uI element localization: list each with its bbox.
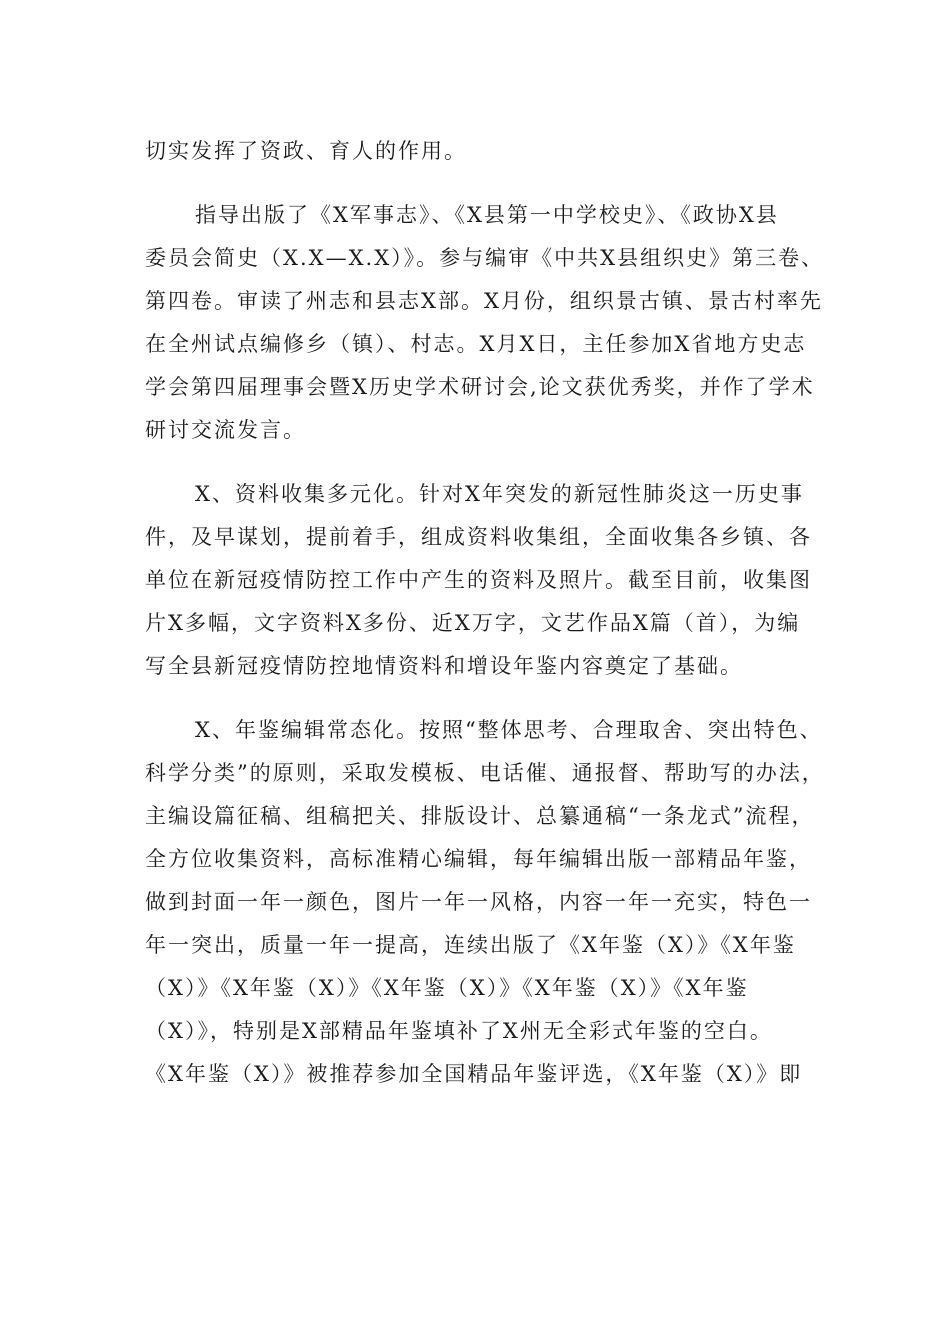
text-line: 委员会简史（X.X—X.X）》。参与编审《中共X县组织史》第三卷、 (145, 246, 825, 270)
text-line: 在全州试点编修乡（镇）、村志。X月X日，主任参加X省地方史志 (145, 332, 807, 356)
text-line: （X）》，特别是X部精品年鉴填补了X州无全彩式年鉴的空白。 (145, 1019, 773, 1043)
text-line: 全方位收集资料，高标准精心编辑，每年编辑出版一部精品年鉴， (145, 847, 812, 871)
paragraph-publications (145, 194, 825, 452)
text-line: 单位在新冠疫情防控工作中产生的资料及照片。截至目前，收集图 (145, 568, 812, 592)
text-line: X、年鉴编辑常态化。按照“整体思考、合理取舍、突出特色、 (195, 718, 823, 742)
text-line: 年一突出，质量一年一提高，连续出版了《X年鉴（X）》《X年鉴 (145, 933, 796, 957)
text-line: （X）》《X年鉴（X）》《X年鉴（X）》《X年鉴（X）》《X年鉴 (145, 976, 749, 1000)
paragraph-data-collection (145, 473, 810, 688)
text-line: 研讨交流发言。 (145, 418, 306, 442)
text-line: 学会第四届理事会暨X历史学术研讨会,论文获优秀奖，并作了学术 (145, 375, 815, 399)
text-line: 科学分类”的原则，采取发模板、电话催、通报督、帮助写的办法， (145, 761, 825, 785)
text-line: 主编设篇征稿、组稿把关、排版设计、总纂通稿“一条龙式”流程， (145, 804, 815, 828)
text-line: 件，及早谋划，提前着手，组成资料收集组，全面收集各乡镇、各 (145, 525, 812, 549)
document-body (145, 130, 825, 1096)
text-line: X、资料收集多元化。针对X年突发的新冠性肺炎这一历史事 (195, 482, 804, 506)
paragraph-yearbook-editing (145, 709, 825, 1096)
text-line: 切实发挥了资政、育人的作用。 (145, 139, 467, 163)
text-line: 《X年鉴（X）》被推荐参加全国精品年鉴评选，《X年鉴（X）》即 (145, 1062, 803, 1086)
text-line: 做到封面一年一颜色，图片一年一风格，内容一年一充实，特色一 (145, 890, 812, 914)
text-line: 指导出版了《X军事志》、《X县第一中学校史》、《政协X县 (195, 203, 779, 227)
text-line: 片X多幅，文字资料X多份、近X万字，文艺作品X篇（首），为编 (145, 611, 801, 635)
text-line: 第四卷。审读了州志和县志X部。X月份，组织景古镇、景古村率先 (145, 289, 823, 313)
text-line: 写全县新冠疫情防控地情资料和增设年鉴内容奠定了基础。 (145, 654, 743, 678)
paragraph-continuation (145, 130, 810, 173)
